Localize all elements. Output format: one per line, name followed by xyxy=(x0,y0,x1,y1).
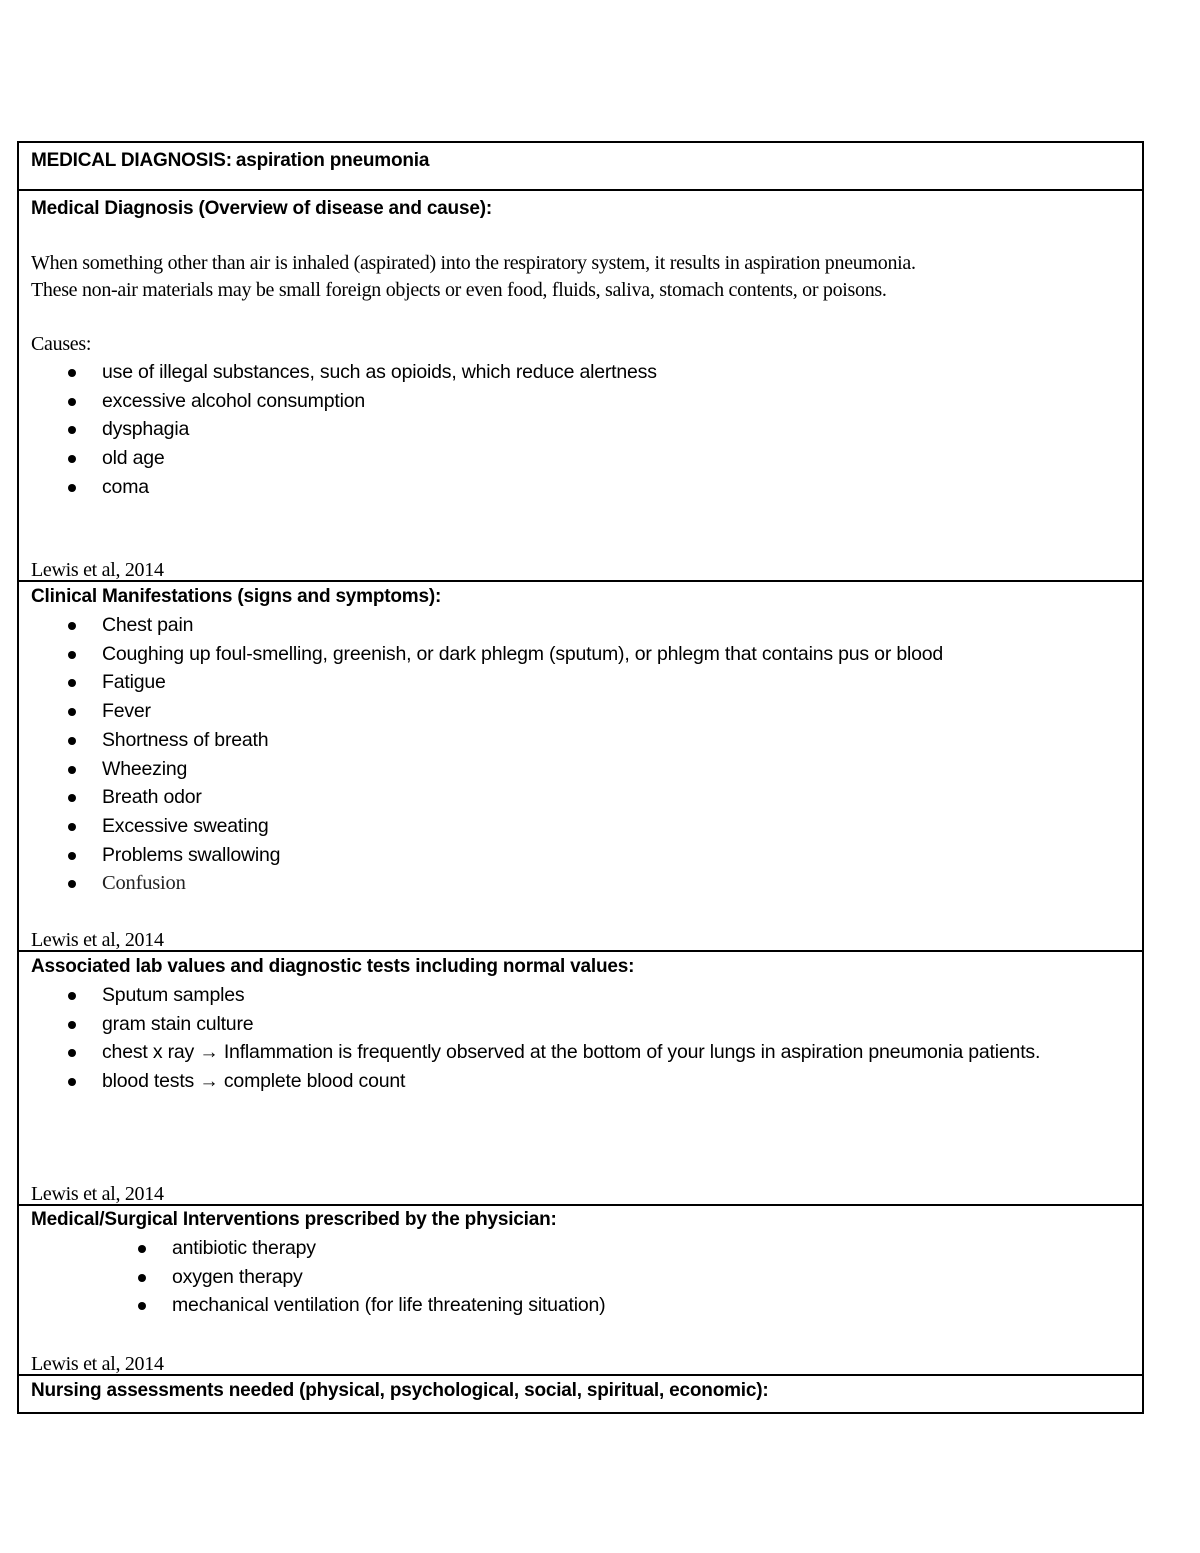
interventions-section xyxy=(19,1206,1142,1376)
xray-detail: Inflammation is frequently observed at the bottom of your lungs in aspiration pneumonia patients. xyxy=(223,1041,1041,1064)
arrow-right-icon: → xyxy=(199,1041,219,1064)
list-item: dysphagia xyxy=(31,415,1142,444)
list-item: Chest pain xyxy=(31,611,1142,640)
clinical-section xyxy=(19,582,1142,952)
diagnosis-label: MEDICAL DIAGNOSIS: xyxy=(31,150,232,171)
labs-citation: Lewis et al, 2014 xyxy=(31,1183,164,1205)
interventions-citation: Lewis et al, 2014 xyxy=(31,1353,164,1375)
overview-paragraph-line1: When something other than air is inhaled (aspirated) into the respiratory system, it results in aspiration pneumonia. xyxy=(31,252,916,274)
labs-section xyxy=(19,952,1142,1206)
clinical-list xyxy=(31,611,1142,898)
list-item: gram stain culture xyxy=(31,1010,1142,1039)
overview-heading: Medical Diagnosis (Overview of disease and cause): xyxy=(31,198,492,219)
list-item: Confusion xyxy=(31,869,1142,898)
list-item xyxy=(31,1038,1142,1067)
list-item xyxy=(31,1067,1142,1096)
blood-label: blood tests xyxy=(102,1070,195,1093)
care-plan-table xyxy=(17,141,1144,1414)
nursing-section xyxy=(19,1376,1142,1412)
list-item: excessive alcohol consumption xyxy=(31,387,1142,416)
interventions-list xyxy=(31,1234,1142,1320)
overview-citation: Lewis et al, 2014 xyxy=(31,559,164,581)
list-item: oxygen therapy xyxy=(31,1263,1142,1292)
list-item: old age xyxy=(31,444,1142,473)
causes-list xyxy=(31,358,1142,502)
blood-detail: complete blood count xyxy=(223,1070,406,1093)
nursing-heading: Nursing assessments needed (physical, psychological, social, spiritual, economic): xyxy=(31,1380,769,1401)
list-item: use of illegal substances, such as opioids, which reduce alertness xyxy=(31,358,1142,387)
list-item: antibiotic therapy xyxy=(31,1234,1142,1263)
list-item: Excessive sweating xyxy=(31,812,1142,841)
labs-heading: Associated lab values and diagnostic tests including normal values: xyxy=(31,956,635,977)
interventions-heading: Medical/Surgical Interventions prescribed by the physician: xyxy=(31,1209,557,1230)
list-item: Coughing up foul-smelling, greenish, or dark phlegm (sputum), or phlegm that contains pus or blood xyxy=(31,640,1142,669)
xray-label: chest x ray xyxy=(102,1041,195,1064)
list-item: Shortness of breath xyxy=(31,726,1142,755)
list-item: Wheezing xyxy=(31,755,1142,784)
labs-list xyxy=(31,981,1142,1096)
list-item: coma xyxy=(31,473,1142,502)
diagnosis-value: aspiration pneumonia xyxy=(235,150,430,171)
overview-paragraph-line2: These non-air materials may be small foreign objects or even food, fluids, saliva, stomach contents, or poisons. xyxy=(31,279,887,301)
list-item: Sputum samples xyxy=(31,981,1142,1010)
clinical-citation: Lewis et al, 2014 xyxy=(31,929,164,951)
clinical-heading: Clinical Manifestations (signs and symptoms): xyxy=(31,586,442,607)
arrow-right-icon: → xyxy=(199,1070,219,1093)
diagnosis-title-row xyxy=(19,143,1142,191)
overview-section xyxy=(19,191,1142,582)
list-item: Problems swallowing xyxy=(31,841,1142,870)
list-item: Fatigue xyxy=(31,668,1142,697)
list-item: Fever xyxy=(31,697,1142,726)
list-item: Breath odor xyxy=(31,783,1142,812)
list-item: mechanical ventilation (for life threatening situation) xyxy=(31,1291,1142,1320)
causes-label: Causes: xyxy=(31,333,92,355)
